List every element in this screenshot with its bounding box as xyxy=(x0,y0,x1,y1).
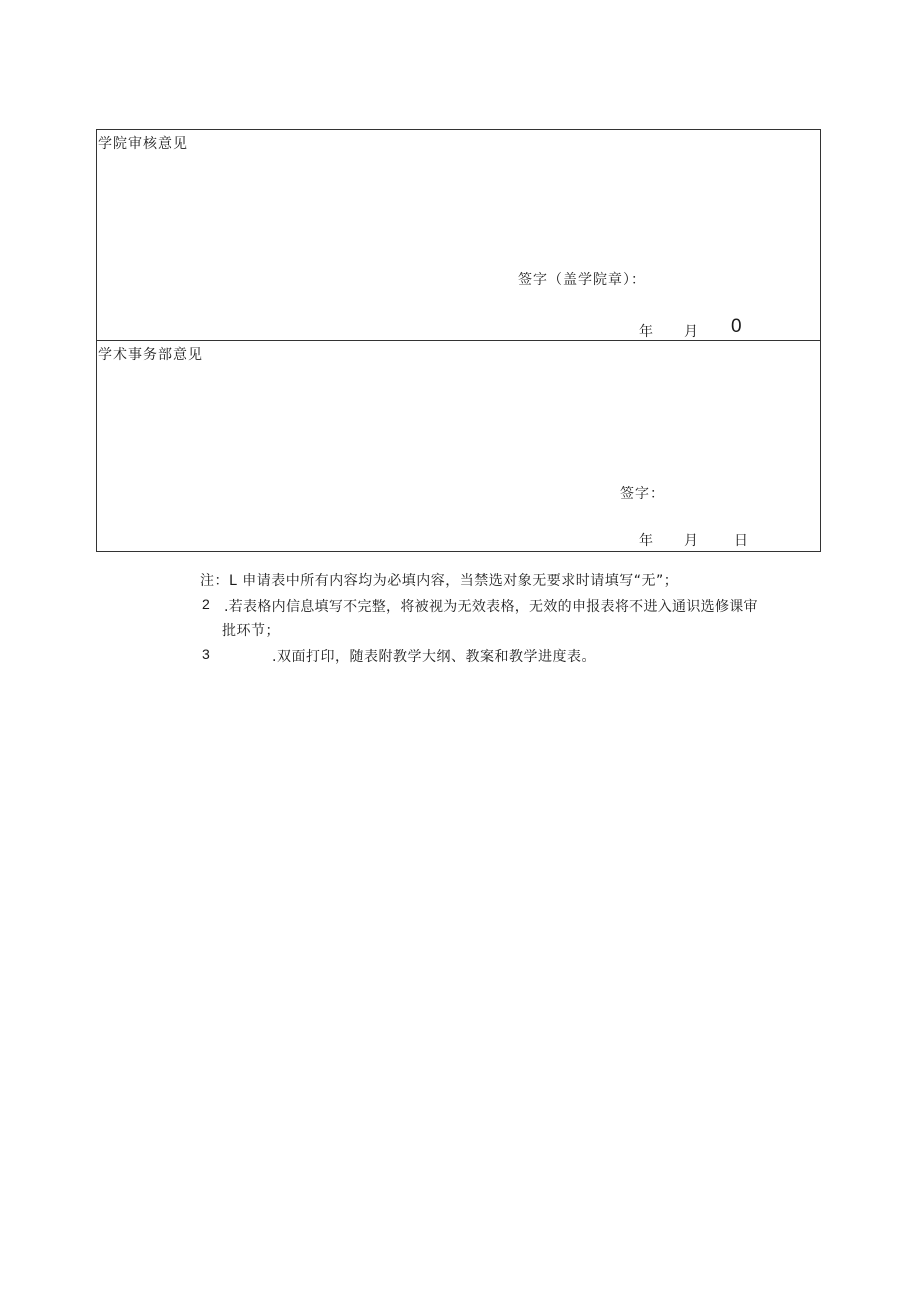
academic-sign-label: 签字： xyxy=(620,486,665,502)
note-3-number: 3 xyxy=(202,646,210,662)
note-1-text: 申请表中所有内容均为必填内容，当禁选对象无要求时请填写“无”； xyxy=(242,573,679,589)
note-2-number: 2 xyxy=(202,596,210,612)
academic-month-label: 月 xyxy=(684,533,698,549)
college-month-label: 月 xyxy=(684,324,698,340)
academic-affairs-title: 学术事务部意见 xyxy=(98,347,203,363)
note-2-text: .若表格内信息填写不完整，将被视为无效表格，无效的申报表将不进入通识选修课审 xyxy=(224,599,758,615)
note-3-text: .双面打印，随表附教学大纲、教案和教学进度表。 xyxy=(272,649,596,665)
note-1-prefix: 注：L xyxy=(200,573,238,589)
college-year-label: 年 xyxy=(639,324,653,340)
academic-affairs-section xyxy=(97,341,820,551)
college-review-section xyxy=(97,130,820,341)
academic-year-label: 年 xyxy=(639,533,653,549)
academic-day-label: 日 xyxy=(734,533,748,549)
college-sign-label: 签字（盖学院章）： xyxy=(518,272,646,288)
note-2-continuation: 批环节； xyxy=(222,623,280,639)
note-line-1 xyxy=(200,570,678,590)
college-day-label: 0 xyxy=(731,316,742,337)
college-review-title: 学院审核意见 xyxy=(98,136,188,152)
approval-form-table xyxy=(96,129,821,552)
